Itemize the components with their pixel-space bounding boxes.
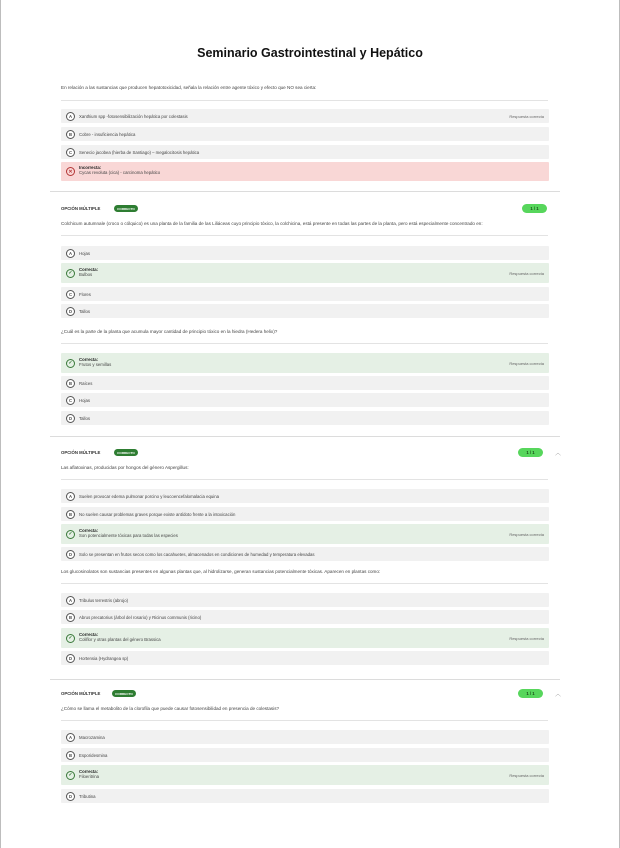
section-divider (50, 679, 560, 680)
option-letter-d: D (66, 307, 75, 316)
answer-option[interactable] (61, 304, 549, 318)
correct-tag: CORRECTO (114, 449, 138, 456)
correct-answer-label: Respuesta correcta (509, 532, 544, 537)
x-circle-icon: ✕ (66, 167, 75, 176)
option-text: Hortensia (Hydrangea sp) (79, 655, 129, 661)
answer-option[interactable] (61, 593, 549, 607)
question-text: Colchicum autumnale (croco o cólquico) es una planta de la familia de las Liliáceas cuyo principio tóxico, la colchicina, está presente en todas las partes de la planta, pero está especialmente concentrado en: (61, 221, 483, 226)
option-letter-c: C (66, 396, 75, 405)
option-letter-b: B (66, 379, 75, 388)
option-text: No suelen causar problemas graves porque existe antídoto frente a la intoxicación (79, 511, 236, 517)
option-letter-a: A (66, 112, 75, 121)
answer-option[interactable] (61, 376, 549, 390)
option-text: Correcta: Filoeritrina (79, 769, 100, 780)
answer-option[interactable] (61, 748, 549, 762)
option-text: Correcta: Coliflor y otras plantas del género Brassica (79, 632, 161, 643)
answer-option-incorrect[interactable] (61, 162, 549, 181)
divider (61, 583, 548, 584)
answer-option-correct[interactable] (61, 353, 549, 373)
chevron-up-icon[interactable]: ︿ (555, 692, 562, 698)
option-text: Abrus precatorius (árbol del rosario) y Ricinus communis (ricino) (79, 614, 202, 620)
option-text: Senecio jacobea (hierba de Santiago) – megalocitosis hepática (79, 149, 200, 155)
correct-tag: CORRECTO (112, 690, 136, 697)
divider (61, 100, 548, 101)
correct-answer-label: Respuesta correcta (509, 361, 544, 366)
section-divider (50, 436, 560, 437)
option-letter-d: D (66, 654, 75, 663)
option-letter-a: A (66, 492, 75, 501)
option-text: Correcta: Bulbos (79, 267, 99, 278)
question-type-label: OPCIÓN MÚLTIPLE (61, 450, 101, 455)
answer-option[interactable] (61, 507, 549, 521)
answer-option-correct[interactable] (61, 765, 549, 785)
check-circle-icon: ✓ (66, 771, 75, 780)
question-type-label: OPCIÓN MÚLTIPLE (61, 206, 101, 211)
answer-option-correct[interactable] (61, 524, 549, 544)
option-text: Macrozamina (79, 734, 105, 740)
section-divider (50, 191, 560, 192)
option-text: Hojas (79, 250, 90, 256)
score-pill: 1 / 1 (518, 448, 543, 457)
answer-option[interactable] (61, 145, 549, 159)
question-type-label: OPCIÓN MÚLTIPLE (61, 691, 101, 696)
option-letter-a: A (66, 249, 75, 258)
option-text: Correcta: Son potencialmente tóxicas para todas las especies (79, 528, 178, 539)
page-title: Seminario Gastrointestinal y Hepático (197, 46, 423, 60)
answer-option[interactable] (61, 287, 549, 301)
answer-option[interactable] (61, 109, 549, 123)
option-text: Raíces (79, 380, 93, 386)
answer-option[interactable] (61, 127, 549, 141)
option-text: Incorrecta: Cycas revoluta (cica) - carcinoma hepático (79, 165, 161, 176)
check-circle-icon: ✓ (66, 269, 75, 278)
score-pill: 1 / 1 (522, 204, 547, 213)
option-letter-c: C (66, 148, 75, 157)
option-text: Solo se presentan en frutos secos como los cacahuetes, almacenados en condiciones de humedad y temperatura elevadas (79, 551, 315, 557)
correct-tag: CORRECTO (114, 205, 138, 212)
answer-option[interactable] (61, 547, 549, 561)
option-text: Flores (79, 291, 91, 297)
divider (61, 235, 548, 236)
answer-option[interactable] (61, 411, 549, 425)
check-circle-icon: ✓ (66, 634, 75, 643)
question-text: En relación a las sustancias que producen hepatotoxicidad, señala la relación entre agente tóxico y efecto que NO sea cierta: (61, 85, 317, 90)
answer-option[interactable] (61, 730, 549, 744)
option-letter-b: B (66, 613, 75, 622)
option-letter-d: D (66, 414, 75, 423)
divider (61, 479, 548, 480)
answer-option[interactable] (61, 489, 549, 503)
answer-option[interactable] (61, 246, 549, 260)
option-text: Tributina (79, 793, 96, 799)
answer-option[interactable] (61, 789, 549, 803)
question-text: ¿Cuál es la parte de la planta que acumula mayor cantidad de principio tóxico en la hiedra (Hedera helix)? (61, 329, 278, 334)
option-text: Tribulus terrestris (abrojo) (79, 597, 129, 603)
option-text: Correcta: Frutos y semillas (79, 357, 112, 368)
option-text: Hojas (79, 397, 90, 403)
check-circle-icon: ✓ (66, 530, 75, 539)
option-letter-b: B (66, 510, 75, 519)
option-text: Xanthium spp -fotosensibilización hepática por colestasis (79, 113, 188, 119)
divider (61, 720, 548, 721)
option-text: Tallos (79, 308, 90, 314)
option-text: Esporidesmina (79, 752, 108, 758)
option-letter-c: C (66, 290, 75, 299)
answer-option-correct[interactable] (61, 263, 549, 283)
chevron-up-icon[interactable]: ︿ (555, 451, 562, 457)
option-letter-d: D (66, 550, 75, 559)
answer-option[interactable] (61, 610, 549, 624)
answer-option[interactable] (61, 393, 549, 407)
score-pill: 1 / 1 (518, 689, 543, 698)
option-letter-d: D (66, 792, 75, 801)
option-letter-b: B (66, 130, 75, 139)
correct-answer-label: Respuesta correcta (509, 114, 544, 119)
question-text: Los glucosinolatos son sustancias presentes en algunas plantas que, al hidrolizarse, generan sustancias potencialmente tóxicas. Aparecen en plantas como: (61, 569, 381, 574)
check-circle-icon: ✓ (66, 359, 75, 368)
option-text: Tallos (79, 415, 90, 421)
answer-option[interactable] (61, 651, 549, 665)
answer-option-correct[interactable] (61, 628, 549, 648)
question-text: ¿Cómo se llama el metabolito de la clorofila que puede causar fotosensibilidad en presencia de colestasis? (61, 706, 280, 711)
question-text: Las aflatoxinas, producidas por hongos del género Aspergillus: (61, 465, 189, 470)
correct-answer-label: Respuesta correcta (509, 271, 544, 276)
option-text: Cobre - insuficiencia hepática (79, 131, 136, 137)
divider (61, 343, 548, 344)
option-text: Suelen provocar edema pulmonar porcino y leucoencefalomalacia equina (79, 493, 219, 499)
option-letter-b: B (66, 751, 75, 760)
correct-answer-label: Respuesta correcta (509, 636, 544, 641)
option-letter-a: A (66, 733, 75, 742)
correct-answer-label: Respuesta correcta (509, 773, 544, 778)
option-letter-a: A (66, 596, 75, 605)
